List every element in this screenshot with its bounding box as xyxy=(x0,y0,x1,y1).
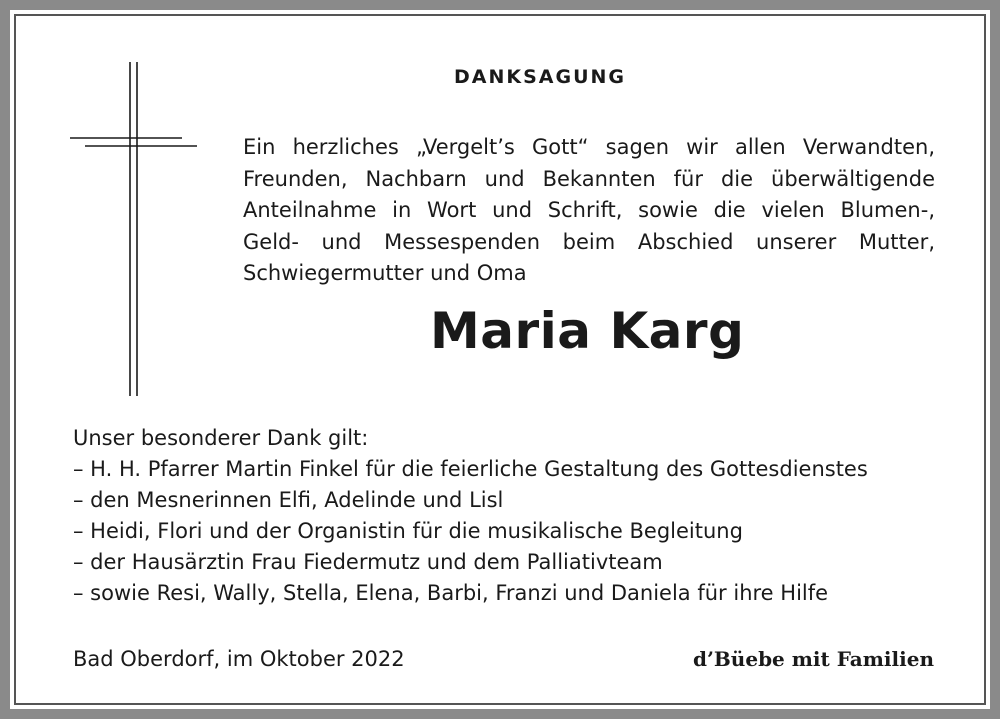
thanks-item: – den Mesnerinnen Elfi, Adelinde und Lisl xyxy=(73,488,504,512)
thanks-item: – H. H. Pfarrer Martin Finkel für die feierliche Gestaltung des Gottesdienstes xyxy=(73,457,868,481)
cross-icon xyxy=(70,62,200,396)
intro-line: Ein herzliches „Vergelt’s Gott“ sagen wir allen Verwandten, xyxy=(243,135,935,159)
thanks-heading: Unser besonderer Dank gilt: xyxy=(73,426,369,450)
deceased-name: Maria Karg xyxy=(430,302,745,360)
notice-heading: DANKSAGUNG xyxy=(453,66,626,88)
intro-line: Anteilnahme in Wort und Schrift, sowie die vielen Blumen-, xyxy=(243,198,935,222)
thanks-item: – Heidi, Flori und der Organistin für die musikalische Begleitung xyxy=(73,519,743,543)
signature: d’Büebe mit Familien xyxy=(692,647,934,671)
intro-line: Freunden, Nachbarn und Bekannten für die überwältigende xyxy=(243,166,935,191)
intro-line: Schwiegermutter und Oma xyxy=(243,261,527,285)
place-date: Bad Oberdorf, im Oktober 2022 xyxy=(73,647,405,671)
thanks-list xyxy=(73,423,943,609)
thanks-item: – sowie Resi, Wally, Stella, Elena, Barbi, Franzi und Daniela für ihre Hilfe xyxy=(73,581,829,605)
intro-line: Geld- und Messespenden beim Abschied unserer Mutter, xyxy=(243,229,935,254)
thanks-item: – der Hausärztin Frau Fiedermutz und dem Palliativteam xyxy=(73,550,663,574)
intro-text xyxy=(243,132,935,290)
